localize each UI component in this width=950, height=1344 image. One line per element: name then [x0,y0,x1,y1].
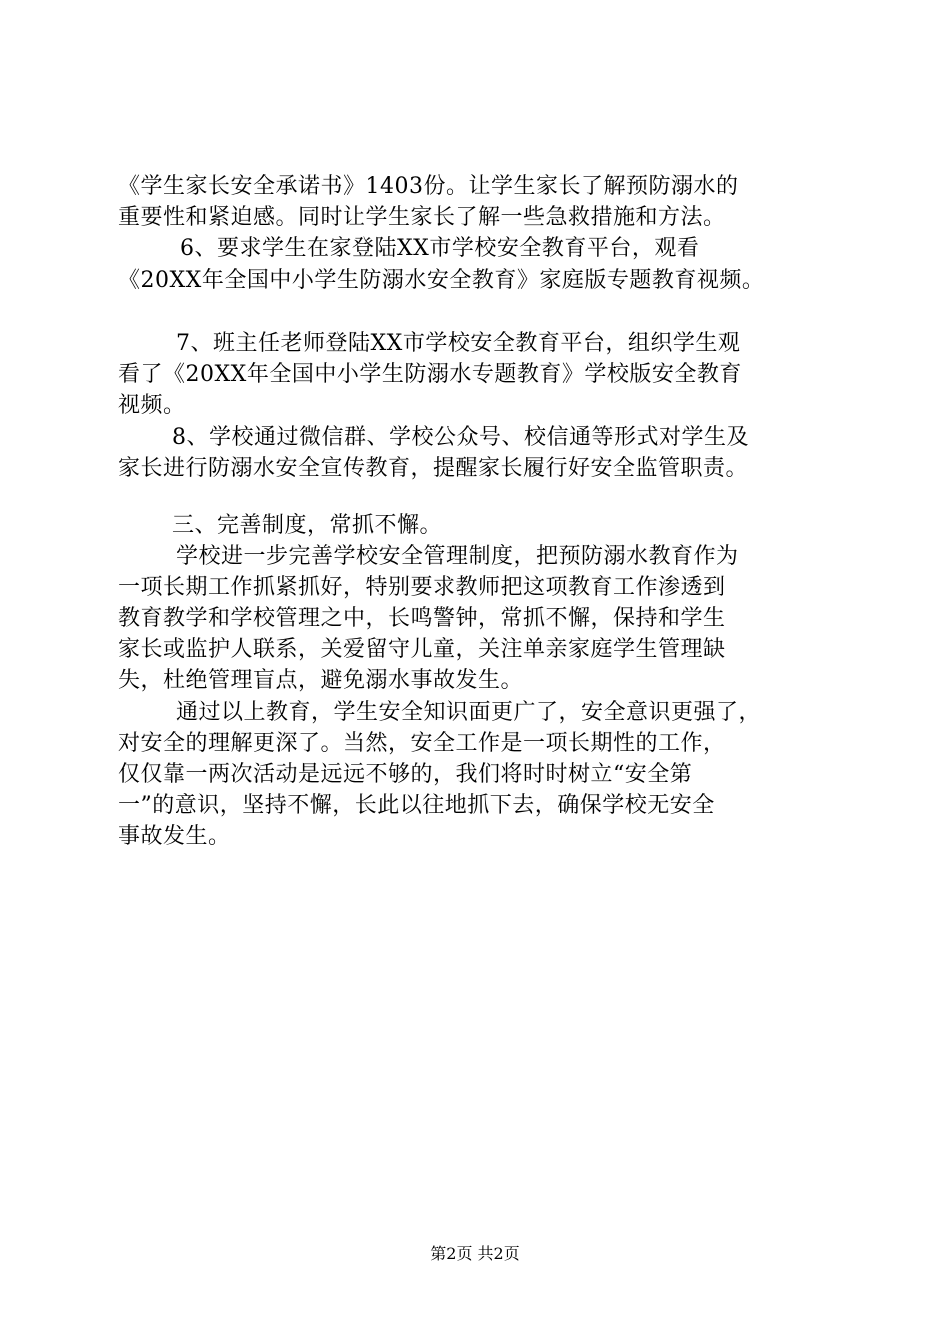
body-text-line: 一项长期工作抓紧抓好，特别要求教师把这项教育工作渗透到 [118,575,726,600]
body-text-line: 学校进一步完善学校安全管理制度，把预防溺水教育作为 [176,544,739,569]
body-text-line: 《学生家长安全承诺书》1403份。让学生家长了解预防溺水的 [118,174,739,199]
body-text-line: 7、班主任老师登陆XX市学校安全教育平台，组织学生观 [176,331,741,356]
body-text-line: 视频。 [118,393,186,418]
body-text-line: 教育教学和学校管理之中，长鸣警钟，常抓不懈，保持和学生 [118,606,726,631]
body-text-line: 事故发生。 [118,824,231,849]
body-text-line: 通过以上教育，学生安全知识面更广了，安全意识更强了， [176,700,762,725]
body-text-line: 看了《20XX年全国中小学生防溺水专题教育》学校版安全教育 [118,362,742,387]
body-text-line: 8、学校通过微信群、学校公众号、校信通等形式对学生及 [172,425,749,450]
body-text-line: 《20XX年全国中小学生防溺水安全教育》家庭版专题教育视频。 [118,268,765,293]
section-heading: 三、完善制度，常抓不懈。 [172,513,443,538]
body-text-line: 一”的意识，坚持不懈，长此以往地抓下去，确保学校无安全 [118,793,715,818]
body-text-line: 6、要求学生在家登陆XX市学校安全教育平台，观看 [180,236,700,261]
body-text-line: 家长或监护人联系，关爱留守儿童，关注单亲家庭学生管理缺 [118,637,726,662]
page-number-footer: 第2页 共2页 [430,1244,520,1263]
body-text-line: 重要性和紧迫感。同时让学生家长了解一些急救措施和方法。 [118,205,726,230]
body-text-line: 失，杜绝管理盲点，避免溺水事故发生。 [118,668,524,693]
body-text-line: 仅仅靠一两次活动是远远不够的，我们将时时树立“安全第 [118,762,693,787]
body-text-line: 对安全的理解更深了。当然，安全工作是一项长期性的工作， [118,731,726,756]
body-text-line: 家长进行防溺水安全宣传教育，提醒家长履行好安全监管职责。 [118,456,749,481]
